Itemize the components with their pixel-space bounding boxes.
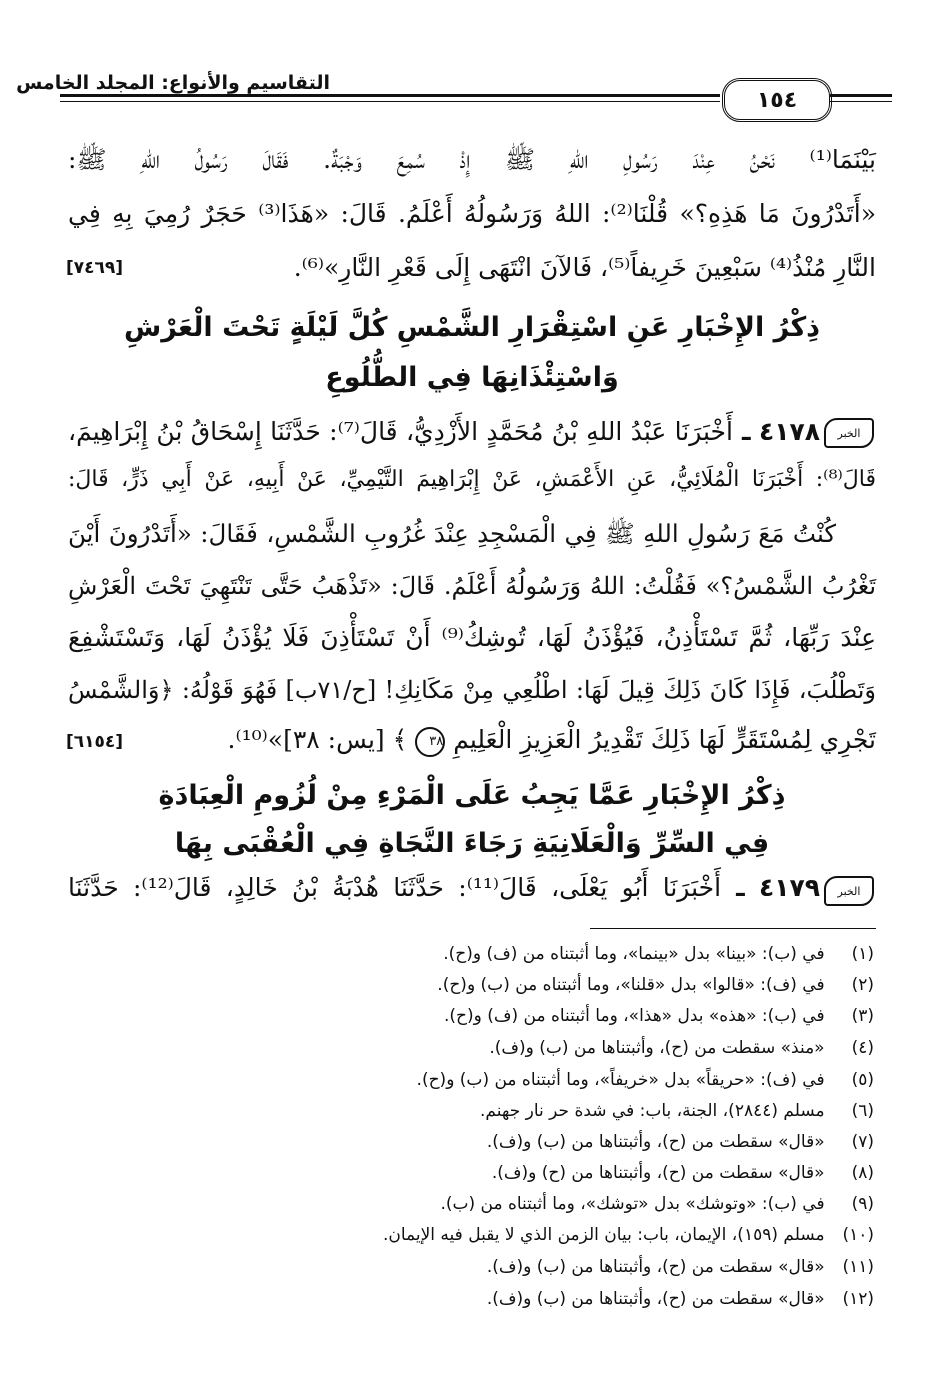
footnote-number: (١٠) bbox=[842, 1225, 874, 1245]
hadith-mark-icon bbox=[824, 876, 874, 906]
running-title: التقاسيم والأنواع: المجلد الخامس bbox=[16, 72, 330, 94]
footnote-number: (٨) bbox=[851, 1163, 874, 1183]
footnote bbox=[492, 1161, 874, 1185]
footnote-separator bbox=[590, 928, 876, 929]
footnote bbox=[443, 942, 874, 966]
footnote-text: في (ف): «قالوا» بدل «قلنا»، وما أثبتناه من (ب) و(ح). bbox=[437, 975, 825, 995]
header-rule bbox=[60, 94, 720, 97]
footnote-text: مسلم (١٥٩)، الإيمان، باب: بيان الزمن الذي لا يقبل فيه الإيمان. bbox=[382, 1225, 825, 1245]
text-line: قَالَ⁽⁸⁾: أَخْبَرَنَا الْمُلَائِيُّ، عَنِ الأَعْمَشِ، عَنْ إِبْرَاهِيمَ التَّيْمِيِّ، عَنْ أَبِيهِ، عَنْ أَبِي ذَرٍّ، قَالَ: bbox=[68, 467, 876, 492]
footnote bbox=[487, 1287, 874, 1311]
text-line: بَيْنَمَا⁽¹⁾ نَحْنُ عِنْدَ رَسُولِ اللهِ ﷺ إِذْ سُمِعَ وَجْبَةٌ. فَقَالَ رَسُولُ اللهِ ﷺ: bbox=[68, 145, 876, 174]
section-heading: وَاسْتِئْذَانِهَا فِي الطُّلُوعِ bbox=[325, 362, 619, 393]
footnote-number: (٣) bbox=[851, 1006, 874, 1026]
text-line: وَتَطْلُبَ، فَإِذَا كَانَ ذَلِكَ قِيلَ لَهَا: اطْلُعِي مِنْ مَكَانِكِ! [ح/٧١ب] فَهُوَ قَوْلُهُ: ﴿وَالشَّمْسُ bbox=[68, 676, 876, 704]
footnote bbox=[480, 1099, 874, 1123]
footnote-text: في (ب): «هذه» بدل «هذا»، وما أثبتناه من (ف) و(ح). bbox=[443, 1006, 825, 1026]
header-rule bbox=[830, 101, 892, 102]
footnote bbox=[487, 1255, 874, 1279]
footnote-text: مسلم (٢٨٤٤)، الجنة، باب: في شدة حر نار جهنم. bbox=[480, 1101, 825, 1121]
footnote-number: (١) bbox=[851, 944, 874, 964]
footnote-text: «قال» سقطت من (ح)، وأثبتناها من (ب) و(ف). bbox=[486, 1289, 825, 1309]
header-rule bbox=[830, 94, 892, 97]
text-line bbox=[220, 722, 876, 758]
footnote bbox=[383, 1223, 874, 1247]
hadith-mark-icon bbox=[824, 418, 874, 448]
footnote-number: (٦) bbox=[851, 1101, 874, 1121]
footnote-number: (٩) bbox=[851, 1194, 874, 1214]
text-line bbox=[68, 870, 820, 906]
text-line bbox=[68, 414, 820, 450]
hadith-text: أَخْبَرَنَا عَبْدُ اللهِ بْنُ مُحَمَّدٍ الأَزْدِيُّ، قَالَ⁽⁷⁾: حَدَّثَنَا إِسْحَاقُ بْنُ إِبْرَاهِيمَ، bbox=[68, 417, 733, 446]
hadith-mark-label: الخبر bbox=[837, 426, 861, 440]
hadith-dash: ـ bbox=[732, 417, 751, 446]
quran-verse: تَجْرِي لِمُسْتَقَرٍّ لَهَا ذَلِكَ تَقْدِيرُ الْعَزِيزِ الْعَلِيمِ bbox=[453, 725, 876, 754]
footnote bbox=[440, 1192, 874, 1216]
text-line: «أَتَدْرُونَ مَا هَذِهِ؟» قُلْنَا⁽²⁾: اللهُ وَرَسُولُهُ أَعْلَمُ. قَالَ: «هَذَا⁽³⁾ حَجَرٌ رُمِيَ بِهِ فِي bbox=[68, 199, 876, 228]
footnote-text: «قال» سقطت من (ح)، وأثبتناها من (ب) و(ف). bbox=[486, 1257, 825, 1277]
footnote-number: (٧) bbox=[851, 1132, 874, 1152]
footnote bbox=[487, 1130, 874, 1154]
footnote bbox=[489, 1036, 874, 1060]
page-number bbox=[722, 78, 832, 122]
text-line: عِنْدَ رَبِّهَا، ثُمَّ تَسْتَأْذِنُ، فَيُؤْذَنُ لَهَا، تُوشِكُ⁽⁹⁾ أَنْ تَسْتَأْذِنَ فَلَا يُؤْذَنُ لَهَا، وَتَسْتَشْفِعَ bbox=[68, 623, 877, 652]
verse-citation: ﴾ [يس: ٣٨]»⁽¹⁰⁾. bbox=[227, 725, 408, 754]
hadith-number: ٤١٧٨ bbox=[758, 417, 820, 446]
hadith-number: ٤١٧٩ bbox=[758, 873, 821, 902]
footnote bbox=[444, 1004, 874, 1028]
footnote-number: (١٢) bbox=[842, 1289, 874, 1309]
footnote-text: في (ب): «وتوشك» بدل «توشك»، وما أثبتناه من (ب). bbox=[440, 1194, 825, 1214]
hadith-dash: ـ bbox=[721, 873, 745, 902]
footnote-text: «منذ» سقطت من (ح)، وأثبتناها من (ب) و(ف). bbox=[489, 1038, 825, 1058]
text-line: تَغْرُبُ الشَّمْسُ؟» فَقُلْتُ: اللهُ وَرَسُولُهُ أَعْلَمُ. قَالَ: «تَذْهَبُ حَتَّى تَنْتَهِيَ تَحْتَ الْعَرْشِ bbox=[68, 572, 876, 600]
reference-number: [٦١٥٤] bbox=[66, 732, 124, 752]
footnote bbox=[417, 1068, 874, 1092]
hadith-text: أَخْبَرَنَا أَبُو يَعْلَى، قَالَ⁽¹¹⁾: حَدَّثَنَا هُدْبَةُ بْنُ خَالِدٍ، قَالَ⁽¹²⁾: حَدَّثَنَا bbox=[68, 873, 722, 902]
hadith-mark-label: الخبر bbox=[837, 884, 861, 898]
footnote bbox=[437, 973, 874, 997]
section-heading: ذِكْرُ الإِخْبَارِ عَمَّا يَجِبُ عَلَى الْمَرْءِ مِنْ لُزُومِ الْعِبَادَةِ bbox=[158, 780, 786, 811]
text-line: النَّارِ مُنْذُ⁽⁴⁾ سَبْعِينَ خَرِيفاً⁽⁵⁾، فَالآنَ انْتَهَى إِلَى قَعْرِ النَّارِ»⁽⁶⁾. bbox=[293, 253, 876, 282]
page-number-text: ١٥٤ bbox=[756, 87, 798, 113]
ayah-number-icon: ٣٨ bbox=[415, 727, 445, 757]
header-rule bbox=[60, 101, 720, 102]
footnote-text: «قال» سقطت من (ح)، وأثبتناها من (ب) و(ف). bbox=[486, 1132, 825, 1152]
section-heading: ذِكْرُ الإِخْبَارِ عَنِ اسْتِقْرَارِ الشَّمْسِ كُلَّ لَيْلَةٍ تَحْتَ الْعَرْشِ bbox=[123, 312, 821, 343]
footnote-number: (٤) bbox=[851, 1038, 874, 1058]
text-line: كُنْتُ مَعَ رَسُولِ اللهِ ﷺ فِي الْمَسْجِدِ عِنْدَ غُرُوبِ الشَّمْسِ، فَقَالَ: «أَتَدْرُونَ أَيْنَ bbox=[68, 519, 836, 548]
footnote-number: (١١) bbox=[842, 1257, 874, 1277]
footnote-number: (٥) bbox=[851, 1070, 874, 1090]
reference-number: [٧٤٦٩] bbox=[66, 258, 124, 278]
footnote-number: (٢) bbox=[851, 975, 874, 995]
section-heading: فِي السِّرِّ وَالْعَلَانِيَةِ رَجَاءَ النَّجَاةِ فِي الْعُقْبَى بِهَا bbox=[174, 828, 770, 859]
footnote-text: في (ف): «حريقاً» بدل «خريفاً»، وما أثبتناه من (ب) و(ح). bbox=[416, 1070, 825, 1090]
footnote-text: في (ب): «بينا» بدل «بينما»، وما أثبتناه من (ف) و(ح). bbox=[443, 944, 825, 964]
footnote-text: «قال» سقطت من (ح)، وأثبتناها من (ح) و(ف). bbox=[491, 1163, 825, 1183]
